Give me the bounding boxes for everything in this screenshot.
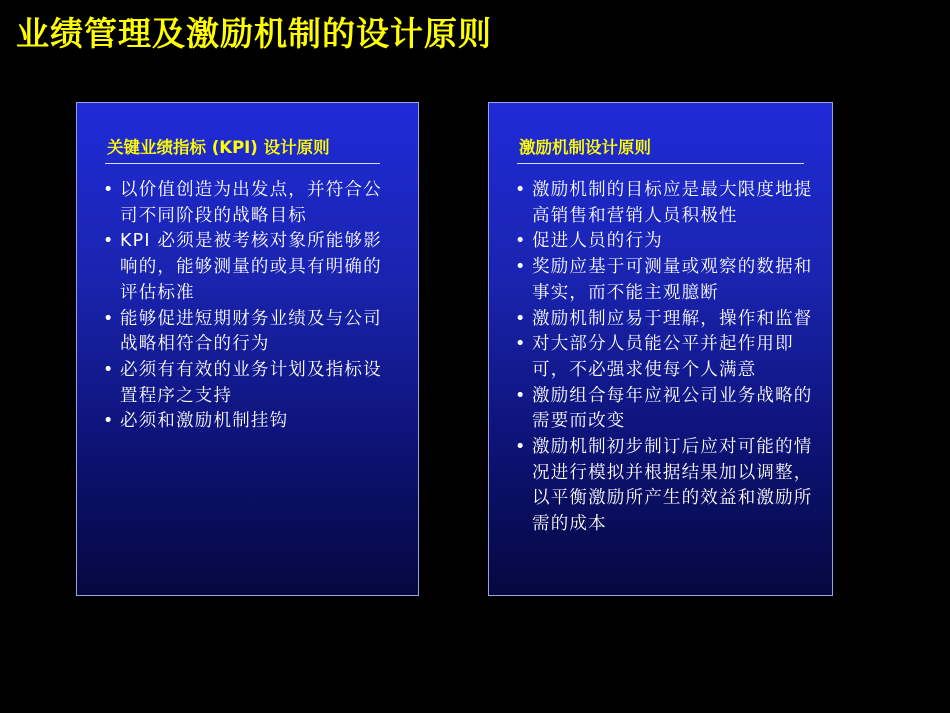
list-item-text: 激励机制的目标应是最大限度地提高销售和营销人员积极性 bbox=[532, 180, 813, 226]
bullet-icon: • bbox=[515, 308, 527, 329]
bullet-icon: • bbox=[103, 231, 115, 252]
list-item-text: KPI 必须是被考核对象所能够影响的，能够测量的或具有明确的评估标准 bbox=[120, 231, 382, 303]
incentive-heading-divider bbox=[517, 163, 804, 164]
list-item bbox=[515, 435, 817, 538]
bullet-icon: • bbox=[515, 257, 527, 278]
list-item bbox=[515, 255, 817, 306]
bullet-icon: • bbox=[103, 411, 115, 432]
kpi-heading-divider bbox=[105, 163, 380, 164]
incentive-principles-list bbox=[515, 178, 817, 538]
bullet-icon: • bbox=[515, 334, 527, 355]
kpi-principles-list bbox=[103, 178, 393, 435]
kpi-principles-panel bbox=[76, 102, 419, 596]
list-item bbox=[103, 358, 393, 409]
bullet-icon: • bbox=[515, 180, 527, 200]
incentive-panel-heading: 激励机制设计原则 bbox=[519, 138, 651, 157]
list-item-text: 必须有有效的业务计划及指标设置程序之支持 bbox=[120, 359, 382, 406]
list-item bbox=[103, 307, 393, 358]
list-item-text: 促进人员的行为 bbox=[532, 231, 663, 252]
page-title: 业绩管理及激励机制的设计原则 bbox=[16, 14, 492, 53]
list-item bbox=[103, 409, 393, 435]
list-item bbox=[515, 178, 817, 229]
list-item-text: 激励机制初步制订后应对可能的情况进行模拟并根据结果加以调整，以平衡激励所产生的效益和激励所需的成本 bbox=[532, 437, 813, 535]
list-item bbox=[515, 384, 817, 435]
list-item bbox=[103, 229, 393, 306]
list-item-text: 能够促进短期财务业绩及与公司战略相符合的行为 bbox=[120, 308, 382, 355]
bullet-icon: • bbox=[515, 231, 527, 252]
list-item bbox=[515, 229, 817, 255]
bullet-icon: • bbox=[103, 308, 115, 329]
bullet-icon: • bbox=[515, 385, 527, 406]
list-item-text: 对大部分人员能公平并起作用即可，不必强求使每个人满意 bbox=[532, 334, 794, 380]
list-item bbox=[515, 307, 817, 333]
list-item-text: 以价值创造为出发点，并符合公司不同阶段的战略目标 bbox=[120, 180, 382, 226]
list-item bbox=[515, 332, 817, 383]
bullet-icon: • bbox=[103, 180, 115, 200]
kpi-panel-heading: 关键业绩指标 (KPI) 设计原则 bbox=[107, 138, 330, 157]
bullet-icon: • bbox=[515, 437, 527, 458]
list-item-text: 激励机制应易于理解，操作和监督 bbox=[532, 308, 813, 329]
list-item-text: 激励组合每年应视公司业务战略的需要而改变 bbox=[532, 385, 813, 432]
list-item bbox=[103, 178, 393, 229]
bullet-icon: • bbox=[103, 359, 115, 380]
incentive-principles-panel bbox=[488, 102, 833, 596]
list-item-text: 必须和激励机制挂钩 bbox=[120, 411, 289, 432]
list-item-text: 奖励应基于可测量或观察的数据和事实，而不能主观臆断 bbox=[532, 257, 813, 303]
